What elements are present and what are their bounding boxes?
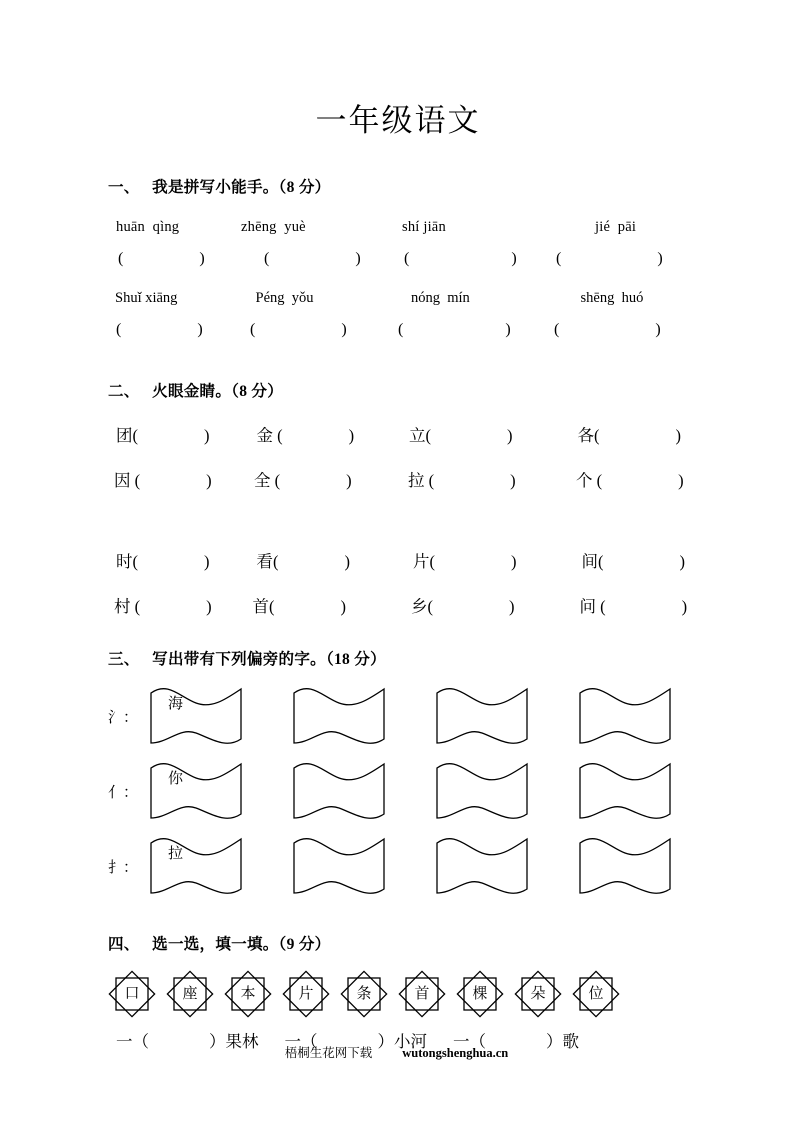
word-bank-character: 朵 [530, 985, 546, 1002]
paren-open: ( [250, 321, 256, 339]
paren-close: ) [355, 250, 361, 268]
pinyin-cell: Péng yǒu [255, 290, 314, 307]
word-bank-badge[interactable] [572, 970, 620, 1018]
compare-item[interactable] [520, 548, 689, 572]
paren-open: ( [134, 471, 141, 491]
paren-close: ) [678, 471, 684, 491]
section-4-heading [108, 932, 688, 954]
pinyin-cell: shí jiān [402, 219, 446, 236]
prompt-character: 因 [114, 471, 131, 491]
word-bank-badge[interactable] [224, 970, 272, 1018]
flag-shape-icon [291, 835, 387, 898]
flag-box-filled[interactable] [148, 760, 244, 823]
pinyin-cell: jié pāi [595, 219, 637, 236]
radical-row-hand [108, 835, 688, 898]
prompt-character: 团 [116, 426, 133, 446]
word-bank-badge[interactable] [166, 970, 214, 1018]
prompt-character: 全 [254, 471, 271, 491]
flag-box-blank[interactable] [434, 835, 530, 898]
paren-open: ( [425, 426, 431, 446]
paren-close: ) [346, 471, 352, 491]
word-bank-badge[interactable] [514, 970, 562, 1018]
answer-blank[interactable] [108, 250, 250, 268]
pinyin-cell: huān qìng [116, 219, 180, 236]
paren-close: ) [199, 250, 205, 268]
compare-item[interactable] [366, 467, 520, 491]
word-bank-badge[interactable] [282, 970, 330, 1018]
section-2-title: 火眼金睛。（8 分） [152, 383, 284, 401]
compare-item[interactable] [223, 548, 364, 572]
section-4-number: 四、 [108, 936, 140, 954]
pinyin-cell: zhēng yuè [241, 219, 306, 236]
compare-item[interactable] [108, 422, 227, 446]
compare-item[interactable] [108, 548, 223, 572]
compare-item[interactable] [108, 593, 223, 617]
prompt-character: 拉 [408, 471, 425, 491]
word-bank-character: 座 [182, 985, 198, 1002]
paren-open: ( [116, 321, 122, 339]
answer-paren-row-2 [108, 321, 688, 339]
section-3-heading [108, 647, 688, 669]
fill-prefix: 一（ [116, 1032, 149, 1052]
section-2-number: 二、 [108, 383, 140, 401]
prompt-character: 首 [252, 597, 269, 617]
flag-shape-icon [291, 685, 387, 748]
word-bank-badge[interactable] [456, 970, 504, 1018]
paren-open: ( [264, 250, 270, 268]
paren-close: ) [509, 597, 515, 617]
paren-open: ( [398, 321, 404, 339]
word-bank-character: 棵 [472, 985, 488, 1002]
radical-compare-row-2 [108, 467, 688, 491]
paren-close: ) [511, 250, 517, 268]
flag-box-blank[interactable] [291, 835, 387, 898]
answer-blank[interactable] [396, 250, 536, 268]
section-4-title: 选一选，填一填。（9 分） [152, 936, 331, 954]
radical-row-water [108, 685, 688, 748]
flag-shape-icon [577, 760, 673, 823]
paren-open: ( [594, 426, 600, 446]
paren-close: ) [681, 597, 688, 617]
radical-label: 扌： [108, 860, 139, 877]
answer-blank[interactable] [536, 250, 688, 268]
answer-blank[interactable] [532, 321, 688, 339]
word-bank-character: 口 [124, 985, 140, 1002]
section-2-heading [108, 379, 688, 401]
paren-open: ( [273, 552, 279, 572]
prompt-character: 乡 [411, 597, 428, 617]
fill-prefix: 一（ [284, 1032, 318, 1052]
paren-open: ( [556, 250, 562, 268]
compare-item[interactable] [108, 467, 226, 491]
prompt-character: 村 [114, 597, 131, 617]
paren-close: ) [340, 597, 346, 617]
pinyin-cell: shēng huó [580, 290, 644, 307]
flag-example-character: 你 [168, 771, 184, 788]
prompt-character: 个 [576, 471, 593, 491]
compare-item[interactable] [363, 548, 520, 572]
pinyin-row-1 [108, 219, 688, 236]
word-bank-badge[interactable] [340, 970, 388, 1018]
compare-item[interactable] [226, 467, 366, 491]
flag-box-filled[interactable] [148, 835, 244, 898]
flag-shape-icon [291, 760, 387, 823]
fill-suffix: ）小河 [377, 1032, 427, 1052]
paren-close: ) [204, 426, 210, 446]
word-bank [108, 970, 688, 1018]
compare-item[interactable] [520, 593, 689, 617]
paren-open: ( [429, 552, 435, 572]
compare-item[interactable] [520, 422, 689, 446]
worksheet-body [108, 0, 688, 1052]
radical-compare-row-1 [108, 422, 688, 446]
paren-open: ( [269, 597, 275, 617]
flag-box-filled[interactable] [148, 685, 244, 748]
paren-close: ) [348, 426, 355, 446]
footer-site-name: 梧桐生花网下载 [284, 1046, 373, 1060]
paren-close: ) [341, 321, 347, 339]
paren-close: ) [511, 552, 517, 572]
paren-open: ( [404, 250, 410, 268]
compare-item[interactable] [223, 593, 362, 617]
flag-shape-icon [434, 760, 530, 823]
flag-box-blank[interactable] [434, 685, 530, 748]
answer-blank[interactable] [108, 321, 250, 339]
fill-prefix: 一（ [453, 1032, 486, 1052]
flag-shape-icon [577, 685, 673, 748]
paren-close: ) [655, 321, 661, 339]
flag-box-blank[interactable] [577, 685, 673, 748]
paren-close: ) [344, 552, 350, 572]
answer-blank[interactable] [250, 321, 384, 339]
flag-example-character: 拉 [168, 846, 184, 863]
paren-close: ) [510, 471, 516, 491]
answer-paren-row-1 [108, 250, 688, 268]
paren-open: ( [427, 597, 433, 617]
flag-box-group [148, 760, 688, 823]
paren-open: ( [134, 597, 141, 617]
radical-label: 氵： [108, 710, 139, 727]
section-1-number: 一、 [108, 179, 140, 197]
prompt-character: 看 [256, 552, 273, 572]
paren-open: ( [600, 597, 606, 617]
flag-shape-icon [434, 685, 530, 748]
prompt-character: 金 [256, 426, 273, 446]
paren-close: ) [197, 321, 203, 339]
flag-shape-icon [434, 835, 530, 898]
flag-box-blank[interactable] [577, 835, 673, 898]
fill-suffix: ）果林 [209, 1032, 259, 1052]
word-bank-character: 本 [240, 985, 256, 1002]
footer-url[interactable]: wutongshenghua.cn [402, 1046, 509, 1060]
compare-item[interactable] [520, 467, 688, 491]
answer-blank[interactable] [384, 321, 532, 339]
prompt-character: 时 [116, 552, 133, 572]
row-spacer [108, 491, 688, 527]
flag-example-character: 海 [168, 696, 184, 713]
prompt-character: 问 [579, 597, 596, 617]
pinyin-cell: nóng mín [411, 290, 470, 307]
flag-shape-icon [148, 685, 244, 748]
pinyin-row-2 [108, 290, 688, 307]
paren-open: ( [596, 471, 603, 491]
compare-item[interactable] [361, 593, 520, 617]
prompt-character: 立 [409, 426, 426, 446]
prompt-character: 片 [413, 552, 430, 572]
paren-open: ( [118, 250, 124, 268]
flag-box-group [148, 835, 688, 898]
answer-blank[interactable] [250, 250, 396, 268]
radical-label: 亻： [108, 785, 139, 802]
flag-box-blank[interactable] [291, 685, 387, 748]
compare-item[interactable] [227, 422, 368, 446]
paren-close: ) [204, 552, 210, 572]
radical-compare-row-4 [108, 593, 688, 617]
paren-open: ( [132, 552, 138, 572]
page-footer [0, 1043, 793, 1061]
fill-suffix: ）歌 [546, 1032, 579, 1052]
paren-close: ) [505, 321, 511, 339]
word-bank-character: 条 [356, 985, 372, 1002]
flag-box-blank[interactable] [577, 760, 673, 823]
flag-shape-icon [148, 760, 244, 823]
paren-close: ) [679, 552, 685, 572]
paren-close: ) [675, 426, 681, 446]
word-bank-badge[interactable] [398, 970, 446, 1018]
flag-box-blank[interactable] [434, 760, 530, 823]
page-title: 一年级语文 [315, 103, 481, 138]
word-bank-character: 位 [588, 985, 604, 1002]
word-bank-character: 片 [298, 985, 314, 1002]
section-1-heading [108, 175, 688, 197]
flag-shape-icon [577, 835, 673, 898]
word-bank-badge[interactable] [108, 970, 156, 1018]
flag-shape-icon [148, 835, 244, 898]
word-bank-character: 首 [414, 985, 430, 1002]
paren-close: ) [206, 471, 212, 491]
paren-open: ( [132, 426, 138, 446]
radical-compare-row-3 [108, 548, 688, 572]
prompt-character: 间 [581, 552, 598, 572]
paren-close: ) [657, 250, 663, 268]
paren-close: ) [507, 426, 513, 446]
paren-open: ( [554, 321, 560, 339]
paren-open: ( [598, 552, 604, 572]
paren-open: ( [277, 426, 283, 446]
prompt-character: 各 [577, 426, 594, 446]
flag-box-group [148, 685, 688, 748]
compare-item[interactable] [367, 422, 520, 446]
section-1-title: 我是拼写小能手。（8 分） [152, 179, 331, 197]
paren-close: ) [206, 597, 212, 617]
section-3-title: 写出带有下列偏旁的字。（18 分） [152, 651, 386, 669]
paren-open: ( [428, 471, 435, 491]
paren-open: ( [274, 471, 281, 491]
pinyin-cell: Shuǐ xiāng [115, 290, 178, 307]
section-3-number: 三、 [108, 651, 140, 669]
flag-box-blank[interactable] [291, 760, 387, 823]
radical-row-person [108, 760, 688, 823]
